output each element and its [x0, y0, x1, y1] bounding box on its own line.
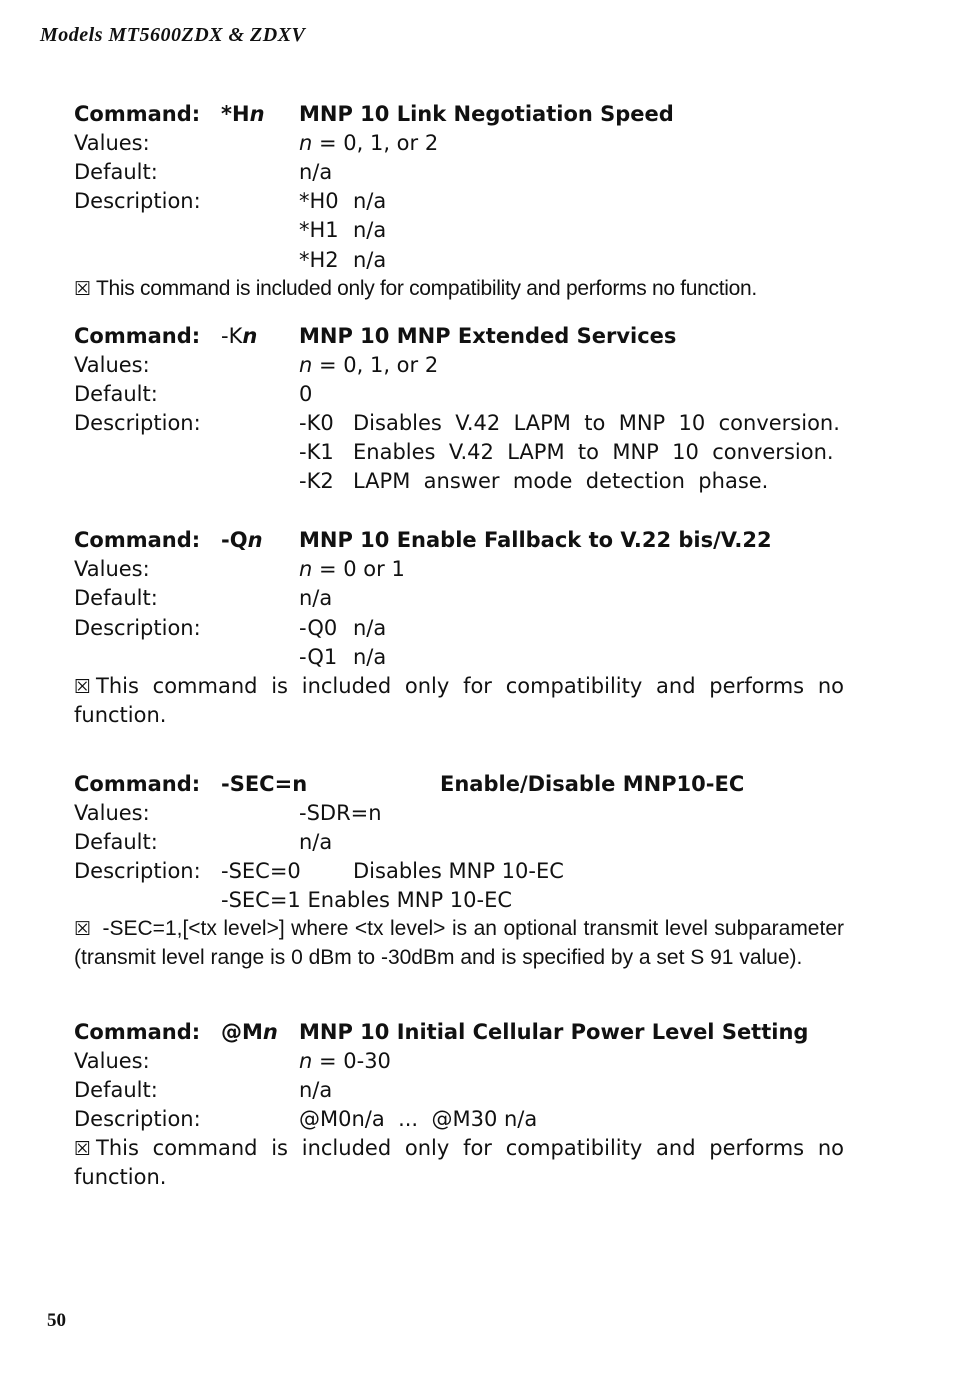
command-code	[221, 322, 257, 351]
command-label: Command:	[74, 324, 201, 348]
default-label: Default:	[74, 382, 158, 406]
note	[74, 1134, 844, 1191]
values-label: Values:	[74, 1049, 150, 1073]
values-label: Values:	[74, 801, 150, 825]
values-text	[299, 129, 438, 158]
description-text: n/a	[353, 248, 387, 272]
command-label: Command:	[74, 772, 201, 796]
values-label: Values:	[74, 353, 150, 377]
command-title: MNP 10 Enable Fallback to V.22 bis/V.22	[299, 528, 772, 552]
description-text: Disables MNP 10-EC	[353, 859, 564, 883]
description-code: -K1	[299, 440, 334, 464]
note-checkbox-icon: ☒	[74, 676, 92, 698]
command-prefix: -Q	[221, 528, 248, 552]
note-text: -SEC=1,[<tx level>] where <tx level> is an optional transmit level subparameter (transmit level range is 0 dBm to -30dBm and is specified by a set S 91 value).	[74, 917, 844, 969]
description-code: -Q1	[299, 645, 338, 669]
description-code-text: -SEC=1	[221, 888, 301, 912]
command-param: n	[249, 102, 265, 126]
note-checkbox-icon: ☒	[74, 919, 92, 940]
description-text: n/a	[353, 218, 387, 242]
command-code	[221, 1018, 278, 1047]
description-text: n/a	[353, 645, 387, 669]
values-param: n	[299, 131, 313, 155]
values-text	[299, 1047, 391, 1076]
default-label: Default:	[74, 586, 158, 610]
default-value: 0	[299, 382, 313, 406]
default-label: Default:	[74, 830, 158, 854]
note-checkbox-icon: ☒	[74, 279, 91, 300]
values-text	[299, 351, 438, 380]
description-text: @M0n/a ... @M30 n/a	[299, 1107, 538, 1131]
default-value: n/a	[299, 1078, 333, 1102]
values-range: = 0, 1, or 2	[312, 353, 439, 377]
description-label: Description:	[74, 1107, 201, 1131]
description-label: Description:	[74, 189, 201, 213]
description-code: *H0	[299, 189, 339, 213]
default-label: Default:	[74, 160, 158, 184]
description-label: Description:	[74, 616, 201, 640]
page-header: Models MT5600ZDX & ZDXV	[40, 24, 306, 46]
command-title: MNP 10 Initial Cellular Power Level Setting	[299, 1020, 809, 1044]
command-param: n	[242, 324, 258, 348]
values-text: -SDR=n	[299, 801, 382, 825]
description-code: -K0	[299, 411, 334, 435]
description-text: LAPM answer mode detection phase.	[353, 469, 769, 493]
default-label: Default:	[74, 1078, 158, 1102]
note-checkbox-icon: ☒	[74, 1138, 92, 1160]
note-text: This command is included only for compatibility and performs no function.	[74, 1136, 844, 1189]
values-param: n	[299, 353, 313, 377]
note	[74, 915, 844, 972]
command-code: -SEC=n	[221, 772, 308, 796]
default-value: n/a	[299, 830, 333, 854]
values-param: n	[299, 557, 313, 581]
command-title: Enable/Disable MNP10-EC	[440, 772, 745, 796]
command-title: MNP 10 MNP Extended Services	[299, 324, 677, 348]
command-prefix: *H	[221, 102, 250, 126]
command-title: MNP 10 Link Negotiation Speed	[299, 102, 674, 126]
command-prefix: @M	[221, 1020, 263, 1044]
description-text: Enables MNP 10-EC	[307, 888, 513, 912]
description-text: n/a	[353, 616, 387, 640]
values-range: = 0 or 1	[312, 557, 405, 581]
description-label: Description:	[74, 411, 201, 435]
values-range: = 0, 1, or 2	[312, 131, 439, 155]
command-label: Command:	[74, 528, 201, 552]
note-text: This command is included only for compatibility and performs no function.	[96, 277, 757, 300]
values-label: Values:	[74, 131, 150, 155]
command-label: Command:	[74, 102, 201, 126]
values-param: n	[299, 1049, 313, 1073]
note	[74, 672, 844, 729]
note-text: This command is included only for compatibility and performs no function.	[74, 674, 844, 727]
description-code: *H1	[299, 218, 339, 242]
description-code: *H2	[299, 248, 339, 272]
note	[74, 275, 844, 304]
values-range: = 0-30	[312, 1049, 391, 1073]
page-number: 50	[47, 1310, 66, 1331]
description-text: Disables V.42 LAPM to MNP 10 conversion.	[353, 411, 840, 435]
description-text: Enables V.42 LAPM to MNP 10 conversion.	[353, 440, 834, 464]
values-label: Values:	[74, 557, 150, 581]
command-code	[221, 526, 263, 555]
description-code	[221, 886, 512, 915]
command-param: n	[247, 528, 263, 552]
description-code: -SEC=0	[221, 859, 301, 883]
description-label: Description:	[74, 859, 201, 883]
default-value: n/a	[299, 160, 333, 184]
description-code: -Q0	[299, 616, 338, 640]
values-text	[299, 555, 405, 584]
description-text: n/a	[353, 189, 387, 213]
command-prefix: -K	[221, 324, 243, 348]
command-code	[221, 100, 265, 129]
description-code: -K2	[299, 469, 334, 493]
command-param: n	[262, 1020, 278, 1044]
default-value: n/a	[299, 586, 333, 610]
command-label: Command:	[74, 1020, 201, 1044]
